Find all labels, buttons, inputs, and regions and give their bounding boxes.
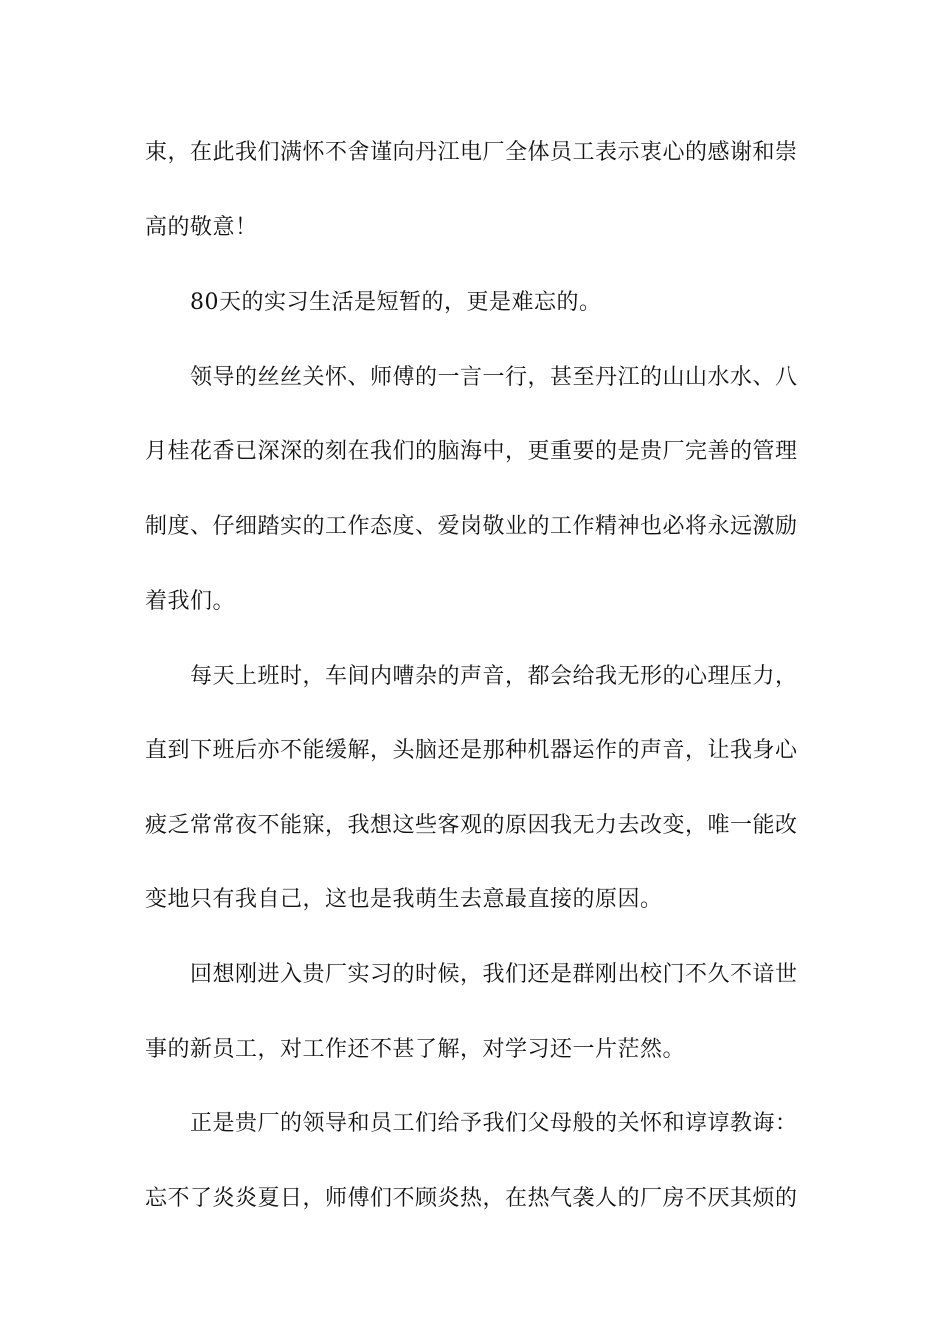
text-line: 疲乏常常夜不能寐，我想这些客观的原因我无力去改变，唯一能改 [145,813,798,838]
text-line: 忘不了炎炎夏日，师傅们不顾炎热，在热气袭人的厂房不厌其烦的 [145,1186,798,1211]
paragraph-start: 每天上班时，车间内嘈杂的声音，都会给我无形的心理压力， [190,664,798,689]
paragraph-start: 80天的实习生活是短暂的，更是难忘的。 [190,290,602,315]
text-line: 变地只有我自己，这也是我萌生去意最直接的原因。 [145,887,663,912]
paragraph-start: 正是贵厂的领导和员工们给予我们父母般的关怀和谆谆教诲： [190,1111,798,1136]
paragraph-start: 领导的丝丝关怀、师傅的一言一行，甚至丹江的山山水水、八 [190,365,798,390]
text-line: 束，在此我们满怀不舍谨向丹江电厂全体员工表示衷心的感谢和崇 [145,140,798,165]
text-line: 直到下班后亦不能缓解，头脑还是那种机器运作的声音，让我身心 [145,738,798,763]
text-line: 着我们。 [145,589,236,614]
paragraph-start: 回想刚进入贵厂实习的时候，我们还是群刚出校门不久不谙世 [190,962,798,987]
text-line: 高的敬意！ [145,215,258,240]
text-line: 事的新员工，对工作还不甚了解，对学习还一片茫然。 [145,1037,686,1062]
text-line: 月桂花香已深深的刻在我们的脑海中，更重要的是贵厂完善的管理 [145,439,798,464]
text-line: 制度、仔细踏实的工作态度、爱岗敬业的工作精神也必将永远激励 [145,514,798,539]
